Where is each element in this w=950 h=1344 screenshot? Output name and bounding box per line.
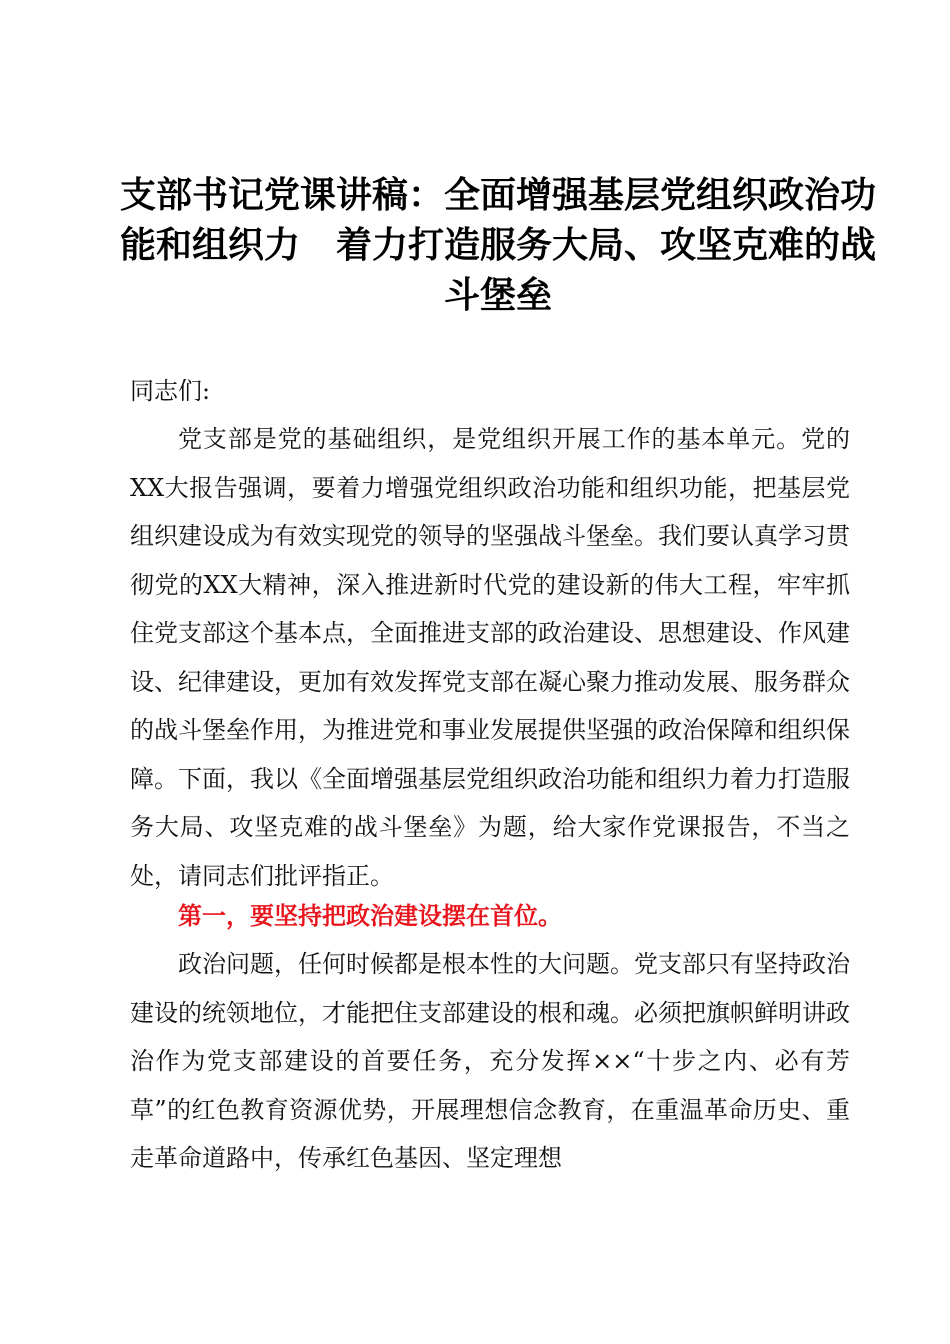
section-heading-first: 第一，要坚持把政治建设摆在首位。 bbox=[178, 901, 562, 930]
title-line-2: 能和组织力 着力打造服务大局、攻坚克难的战 bbox=[119, 224, 876, 266]
title-line-1: 支部书记党课讲稿：全面增强基层党组织政治功 bbox=[119, 174, 876, 216]
paragraph-intro: 党支部是党的基础组织，是党组织开展工作的基本单元。党的XX大报告强调，要着力增强党组织政治功能和组织功能，把基层党组织建设成为有效实现党的领导的坚强战斗堡垒。我们要认真学习贯彻党的XX大精神，深入推进新时代党的建设新的伟大工程，牢牢抓住党支部这个基本点，全面推进支部的政治建设、思想建设、作风建设、纪律建设，更加有效发挥党支部在凝心聚力推动发展、服务群众的战斗堡垒作用，为推进党和事业发展提供坚强的政治保障和组织保障。下面，我以《全面增强基层党组织政治功能和组织力着力打造服务大局、攻坚克难的战斗堡垒》为题，给大家作党课报告，不当之处，请同志们批评指正。 bbox=[130, 425, 850, 890]
paragraph-political: 政治问题，任何时候都是根本性的大问题。党支部只有坚持政治建设的统领地位，才能把住支部建设的根和魂。必须把旗帜鲜明讲政治作为党支部建设的首要任务，充分发挥××“十步之内、必有芳草”的红色教育资源优势，开展理想信念教育，在重温革命历史、重走革命道路中，传承红色基因、坚定理想 bbox=[130, 950, 850, 1172]
document-title bbox=[118, 170, 878, 320]
salutation: 同志们: bbox=[130, 377, 211, 405]
title-line-3: 斗堡垒 bbox=[443, 274, 552, 316]
